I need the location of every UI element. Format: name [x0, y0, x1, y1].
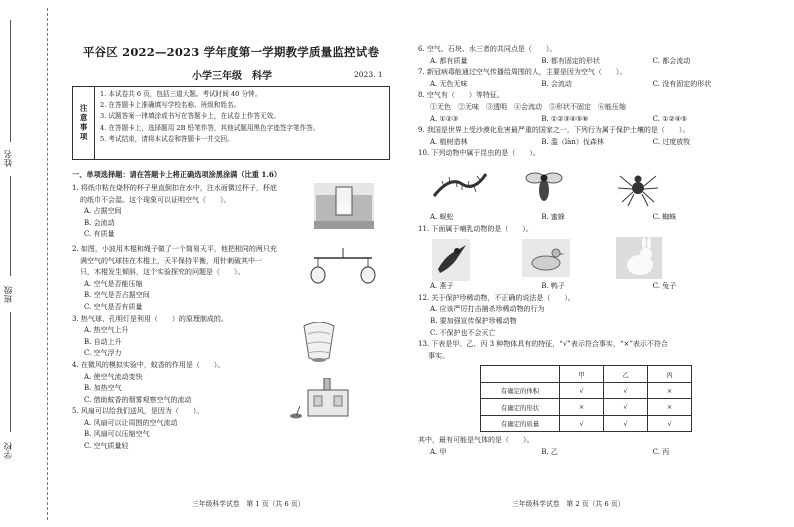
- beaker-experiment-image: [314, 183, 374, 229]
- notice-item: 1. 本试卷共 6 页，包括三道大题。考试时间 40 分钟。: [100, 90, 262, 98]
- sky-lantern-image: [298, 322, 340, 366]
- question-12: 12. 关于保护珍稀动物，不正确的说法是（ ）。 A. 应该严厉打击捕杀珍稀动物的行为 B. 要加强宣传保护珍稀动物 C. 不保护也不会灭亡: [418, 293, 764, 339]
- table-header: 乙: [604, 366, 648, 383]
- question-list-right: [418, 44, 764, 458]
- option: B. 加热空气: [84, 384, 122, 393]
- name-line: [10, 20, 11, 142]
- option: C. 有质量: [84, 230, 115, 239]
- breeze-model-image: [290, 378, 352, 422]
- option: A. 占据空间: [84, 207, 122, 216]
- question-11: 11. 下面属于哺乳动物的是（ ）。 A. 燕子 B. 鸭子 C. 兔子: [418, 224, 764, 293]
- option: C. 没有固定的形状: [652, 79, 712, 88]
- question-10: 10. 下列动物中属于昆虫的是（ ）。 A. 蜈蚣 B. 蜜蜂 C. 蜘蛛: [418, 148, 764, 223]
- table-row: 有确定的体积 √ √ ×: [481, 382, 692, 399]
- option: C. 借助蚊香的烟雾观察空气的流动: [84, 395, 192, 404]
- option: B. 要加强宣传保护珍稀动物: [430, 316, 517, 325]
- option: B. 会流动: [541, 79, 572, 88]
- option: A. 蜈蚣: [430, 212, 454, 221]
- option: A. 热空气上升: [84, 326, 129, 335]
- option: B. 风扇可以压缩空气: [84, 430, 150, 439]
- centipede-icon: [430, 166, 490, 206]
- insect-images: [418, 160, 764, 212]
- option: A. ①②③: [430, 114, 459, 123]
- notice-item: 2. 在答题卡上准确填写学校名称、班级和姓名。: [100, 101, 241, 110]
- feature-table: [480, 365, 692, 432]
- option: B. 空气是否占据空间: [84, 291, 150, 300]
- option: B. 乙: [541, 447, 558, 456]
- question-3: 3. 热气球、孔明灯是利用（ ）的原理制成的。 A. 热空气上升 B. 自动上升 C. 空气浮力: [72, 314, 390, 360]
- duck-icon: [522, 239, 570, 277]
- option: A. 都有质量: [430, 56, 468, 65]
- option: A. 甲: [430, 447, 447, 456]
- school-label: 学校: [4, 442, 14, 459]
- option: C. 空气质量轻: [84, 442, 129, 451]
- option: A. 植树造林: [430, 137, 468, 146]
- question-2: 2. 如图，小波用木棍和绳子做了一个简易天平，他把相同的两只充 满空气的气球挂在木棍上，天平保持平衡，用针刺破其中一 只，木棍发生倾斜，这个实验探究的问题是（ ）。 A. 空气是否能压缩 B. 空气是否占据空间 C. 空气是否有质量: [72, 244, 390, 314]
- page-footer-right: 三年级科学试卷 第 2 页（共 6 页）: [512, 500, 625, 508]
- question-13: 13. 下表是甲、乙、丙 3 种物体具有的特征，“√”表示符合事实，“×”表示不符合 事实。 甲 乙 丙 有确定的体积 √ √ × 有确定的形状 × √ × 有确定的质量 √ √ √ 其中，最有可能是气体的是（ ）。 A. 甲 B. 乙 C. 丙: [418, 339, 764, 458]
- option: C. 蜘蛛: [652, 212, 677, 221]
- option: C. 过度放牧: [652, 137, 691, 146]
- name-label: 姓名: [4, 150, 14, 167]
- option: C. 空气浮力: [84, 349, 122, 358]
- section-heading: 一、单项选择题：请在答题卡上将正确选项涂黑涂满（比重 1.6）: [72, 170, 282, 179]
- balloon-balance-image: [308, 248, 378, 292]
- question-6: 6. 空气、石块、水三者的共同点是（ ）。 A. 都有质量 B. 都有固定的形状 C. 都会流动: [418, 44, 764, 67]
- option: C. 丙: [652, 447, 670, 456]
- option: A. 应该严厉打击捕杀珍稀动物的行为: [430, 305, 545, 314]
- option: A. 空气是否能压缩: [84, 279, 143, 288]
- option: C. 都会流动: [652, 56, 691, 65]
- option: B. 蜜蜂: [541, 212, 565, 221]
- option: A. 无色无味: [430, 79, 468, 88]
- option: C. 兔子: [652, 282, 677, 291]
- bee-icon: [524, 164, 564, 208]
- table-row: 有确定的形状 × √ ×: [481, 399, 692, 416]
- notice-item: 4. 在答题卡上，选择题用 2B 铅笔作答，其他试题用黑色字迹签字笔作答。: [100, 123, 320, 132]
- question-5: 5. 风扇可以给我们送风，是因为（ ）。 A. 风扇可以让周围的空气流动 B. 风扇可以压缩空气 C. 空气质量轻: [72, 406, 390, 452]
- option: B. 都有固定的形状: [541, 56, 600, 65]
- spider-icon: [616, 162, 660, 208]
- page-footer-left: 三年级科学试卷 第 1 页（共 6 页）: [192, 500, 305, 508]
- option: B. 鸭子: [541, 282, 565, 291]
- question-4: 4. 在微风的模拟实验中，蚊香的作用是（ ）。 A. 使空气流动变快 B. 加热空气 C. 借助蚊香的烟雾观察空气的流动: [72, 360, 390, 406]
- class-line: [10, 312, 11, 432]
- notice-item: 5. 考试结束，请将本试卷和答题卡一并交回。: [100, 134, 234, 143]
- exam-title: 平谷区 2022—2023 学年度第一学期教学质量监控试卷: [82, 45, 380, 59]
- class-label: 班级: [4, 286, 14, 303]
- name-line-lower: [10, 176, 11, 276]
- trait-list: ①无色 ②无味 ③透明 ④会流动 ⑤形状不固定 ⑥能压缩: [430, 102, 626, 111]
- option: A. 风扇可以让周围的空气流动: [84, 418, 178, 427]
- notice-list: [100, 89, 385, 145]
- animal-images: [418, 235, 764, 281]
- notice-item: 3. 试题答案一律填涂或书写在答题卡上，在试卷上作答无效。: [100, 112, 280, 121]
- exam-date: 2023. 1: [354, 70, 383, 79]
- swallow-icon: [432, 239, 470, 281]
- question-7: 7. 新冠病毒能通过空气传播给周围的人，主要是因为空气（ ）。 A. 无色无味 B. 会流动 C. 没有固定的形状: [418, 67, 764, 90]
- option: C. ①②④⑤: [652, 114, 688, 123]
- table-row: 有确定的质量 √ √ √: [481, 415, 692, 432]
- option: A. 燕子: [430, 282, 454, 291]
- option: A. 使空气流动变快: [84, 372, 143, 381]
- option: B. 滥（làn）伐森林: [541, 137, 604, 146]
- question-8: 8. 空气有（ ）等特征。 ①无色 ②无味 ③透明 ④会流动 ⑤形状不固定 ⑥能压缩 A. ①②③ B. ①②③④⑤⑥ C. ①②④⑤: [418, 90, 764, 125]
- option: C. 不保护也不会灭亡: [430, 328, 496, 337]
- rabbit-icon: [616, 237, 662, 279]
- option: B. 会流动: [84, 218, 115, 227]
- notice-box: [72, 86, 390, 160]
- binding-dashed-line: [47, 8, 48, 520]
- option: B. ①②③④⑤⑥: [541, 114, 589, 123]
- question-9: 9. 我国是世界上受沙漠化危害最严重的国家之一，下列行为属于保护土壤的是（ ）。 A. 植树造林 B. 滥（làn）伐森林 C. 过度放牧: [418, 125, 764, 148]
- question-1: 1. 将纸巾粘在烧杯的杯子里直倒扣在水中，注水面微过杯子，杯底 的纸巾不会湿。这个现象可以证明空气（ ）。 A. 占据空间 B. 会流动 C. 有质量: [72, 183, 390, 241]
- table-header-row: [481, 366, 692, 383]
- table-header: 丙: [648, 366, 692, 383]
- notice-heading: 注意事项: [73, 87, 95, 159]
- table-header: 甲: [560, 366, 604, 383]
- option: C. 空气是否有质量: [84, 302, 143, 311]
- exam-subtitle: 小学三年级 科学: [192, 71, 272, 82]
- option: B. 自动上升: [84, 337, 122, 346]
